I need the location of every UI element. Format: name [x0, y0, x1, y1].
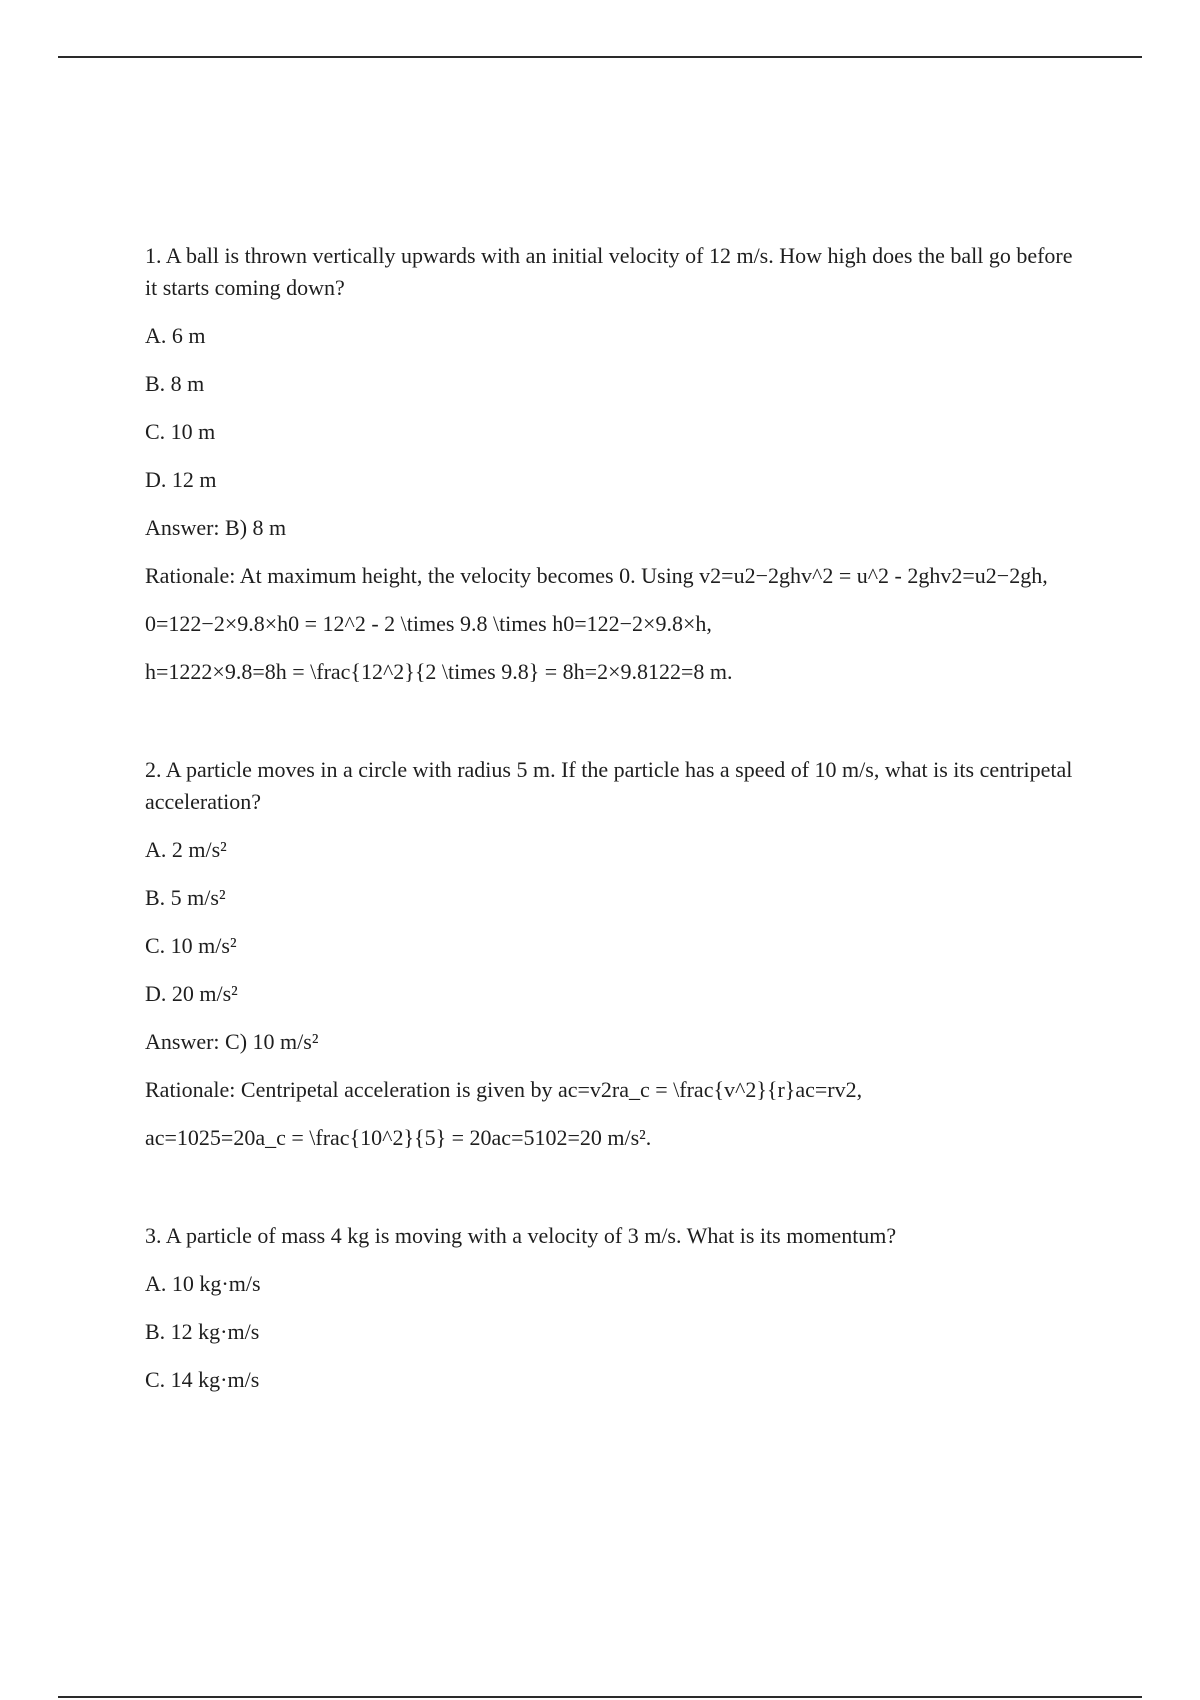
rationale-line: ac=1025=20a_c = \frac{10^2}{5} = 20ac=5102=20 m/s². — [145, 1125, 652, 1150]
header-rule — [58, 56, 1142, 58]
question-spacer — [145, 1170, 1085, 1220]
page-content — [145, 240, 1085, 1412]
rationale-line: 0=122−2×9.8×h0 = 12^2 - 2 \times 9.8 \times h0=122−2×9.8×h, — [145, 611, 712, 636]
question-3 — [145, 1220, 1085, 1396]
footer-rule — [58, 1696, 1142, 1698]
question-text: 2. A particle moves in a circle with radius 5 m. If the particle has a speed of 10 m/s, what is its centripetal acceleration? — [145, 757, 1073, 814]
rationale-line: Rationale: Centripetal acceleration is given by ac=v2ra_c = \frac{v^2}{r}ac=rv2, — [145, 1077, 863, 1102]
question-1 — [145, 240, 1085, 688]
option-a: A. 10 kg·m/s — [145, 1271, 261, 1296]
question-spacer — [145, 704, 1085, 754]
question-text: 3. A particle of mass 4 kg is moving with a velocity of 3 m/s. What is its momentum? — [145, 1223, 897, 1248]
option-d: D. 12 m — [145, 467, 217, 492]
option-a: A. 2 m/s² — [145, 837, 227, 862]
option-c: C. 10 m/s² — [145, 933, 237, 958]
answer: Answer: C) 10 m/s² — [145, 1029, 319, 1054]
rationale-line: h=1222×9.8=8h = \frac{12^2}{2 \times 9.8} = 8h=2×9.8122=8 m. — [145, 659, 733, 684]
question-2 — [145, 754, 1085, 1154]
option-b: B. 5 m/s² — [145, 885, 226, 910]
option-b: B. 12 kg·m/s — [145, 1319, 260, 1344]
option-a: A. 6 m — [145, 323, 206, 348]
option-d: D. 20 m/s² — [145, 981, 238, 1006]
rationale-line: Rationale: At maximum height, the velocity becomes 0. Using v2=u2−2ghv^2 = u^2 - 2ghv2=u2−2gh, — [145, 563, 1048, 588]
answer: Answer: B) 8 m — [145, 515, 287, 540]
option-b: B. 8 m — [145, 371, 205, 396]
question-text: 1. A ball is thrown vertically upwards with an initial velocity of 12 m/s. How high does the ball go before it starts coming down? — [145, 243, 1073, 300]
option-c: C. 14 kg·m/s — [145, 1367, 260, 1392]
option-c: C. 10 m — [145, 419, 216, 444]
